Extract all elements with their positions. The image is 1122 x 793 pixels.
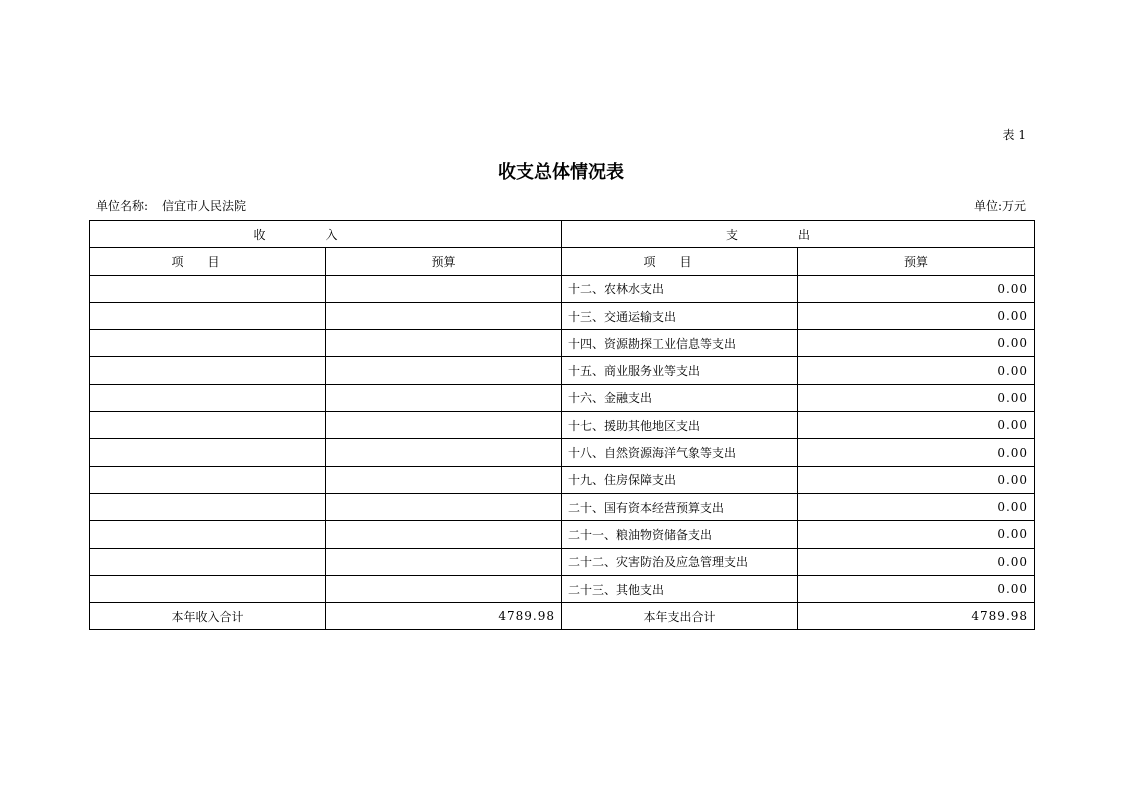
expense-item-cell: 二十三、其他支出: [562, 575, 798, 602]
income-budget-cell: [326, 275, 562, 302]
expense-budget-cell: 0.00: [798, 466, 1035, 493]
income-item-cell: [90, 548, 326, 575]
expense-item-cell: 二十一、粮油物资储备支出: [562, 521, 798, 548]
table-row: [90, 521, 1035, 548]
expense-budget-cell: 0.00: [798, 330, 1035, 357]
income-item-header: 项目: [90, 248, 326, 275]
income-budget-cell: [326, 384, 562, 411]
expense-budget-cell: 0.00: [798, 302, 1035, 329]
expense-item-cell: 十五、商业服务业等支出: [562, 357, 798, 384]
income-budget-cell: [326, 575, 562, 602]
expense-item-cell: 十三、交通运输支出: [562, 302, 798, 329]
income-budget-cell: [326, 493, 562, 520]
income-item-cell: [90, 493, 326, 520]
income-budget-cell: [326, 439, 562, 466]
expense-budget-header: 预算: [798, 248, 1035, 275]
table-row: [90, 275, 1035, 302]
expense-total-value: 4789.98: [798, 603, 1035, 630]
income-item-cell: [90, 466, 326, 493]
expense-item-cell: 十二、农林水支出: [562, 275, 798, 302]
table-number: 表 1: [1002, 128, 1026, 142]
table-row: [90, 330, 1035, 357]
income-budget-cell: [326, 357, 562, 384]
table-row: [90, 548, 1035, 575]
income-item-cell: [90, 521, 326, 548]
income-budget-cell: [326, 330, 562, 357]
table-row: [90, 575, 1035, 602]
page-title: 收支总体情况表: [498, 162, 624, 183]
table-row: [90, 439, 1035, 466]
expense-budget-cell: 0.00: [798, 548, 1035, 575]
expense-item-cell: 十九、住房保障支出: [562, 466, 798, 493]
table-row: [90, 384, 1035, 411]
income-total-value: 4789.98: [326, 603, 562, 630]
table-row: [90, 493, 1035, 520]
income-budget-header: 预算: [326, 248, 562, 275]
expense-header: 支出: [562, 221, 1035, 248]
income-budget-cell: [326, 302, 562, 329]
expense-item-header: 项目: [562, 248, 798, 275]
income-budget-cell: [326, 521, 562, 548]
expense-item-cell: 二十、国有资本经营预算支出: [562, 493, 798, 520]
income-budget-cell: [326, 466, 562, 493]
income-total-label: 本年收入合计: [90, 603, 326, 630]
currency-unit: 单位:万元: [973, 199, 1026, 213]
income-header: 收入: [90, 221, 562, 248]
income-budget-cell: [326, 412, 562, 439]
expense-budget-cell: 0.00: [798, 384, 1035, 411]
expense-budget-cell: 0.00: [798, 357, 1035, 384]
expense-budget-cell: 0.00: [798, 412, 1035, 439]
expense-item-cell: 十四、资源勘探工业信息等支出: [562, 330, 798, 357]
income-item-cell: [90, 330, 326, 357]
table-row: [90, 412, 1035, 439]
income-item-cell: [90, 575, 326, 602]
table-row: [90, 302, 1035, 329]
expense-total-label: 本年支出合计: [562, 603, 798, 630]
income-budget-cell: [326, 548, 562, 575]
income-item-cell: [90, 357, 326, 384]
column-header-row: [90, 248, 1035, 275]
expense-item-cell: 十八、自然资源海洋气象等支出: [562, 439, 798, 466]
expense-item-cell: 二十二、灾害防治及应急管理支出: [562, 548, 798, 575]
expense-budget-cell: 0.00: [798, 521, 1035, 548]
income-item-cell: [90, 439, 326, 466]
unit-name-label: 单位名称:: [96, 199, 149, 213]
expense-item-cell: 十七、援助其他地区支出: [562, 412, 798, 439]
total-row: [90, 603, 1035, 630]
unit-name-line: [96, 197, 246, 214]
table-row: [90, 466, 1035, 493]
expense-budget-cell: 0.00: [798, 493, 1035, 520]
expense-budget-cell: 0.00: [798, 439, 1035, 466]
budget-table: [89, 220, 1035, 630]
income-item-cell: [90, 384, 326, 411]
income-item-cell: [90, 412, 326, 439]
table-row: [90, 357, 1035, 384]
unit-name: 信宜市人民法院: [162, 199, 247, 213]
expense-budget-cell: 0.00: [798, 575, 1035, 602]
income-item-cell: [90, 302, 326, 329]
section-header-row: [90, 221, 1035, 248]
income-item-cell: [90, 275, 326, 302]
expense-item-cell: 十六、金融支出: [562, 384, 798, 411]
expense-budget-cell: 0.00: [798, 275, 1035, 302]
